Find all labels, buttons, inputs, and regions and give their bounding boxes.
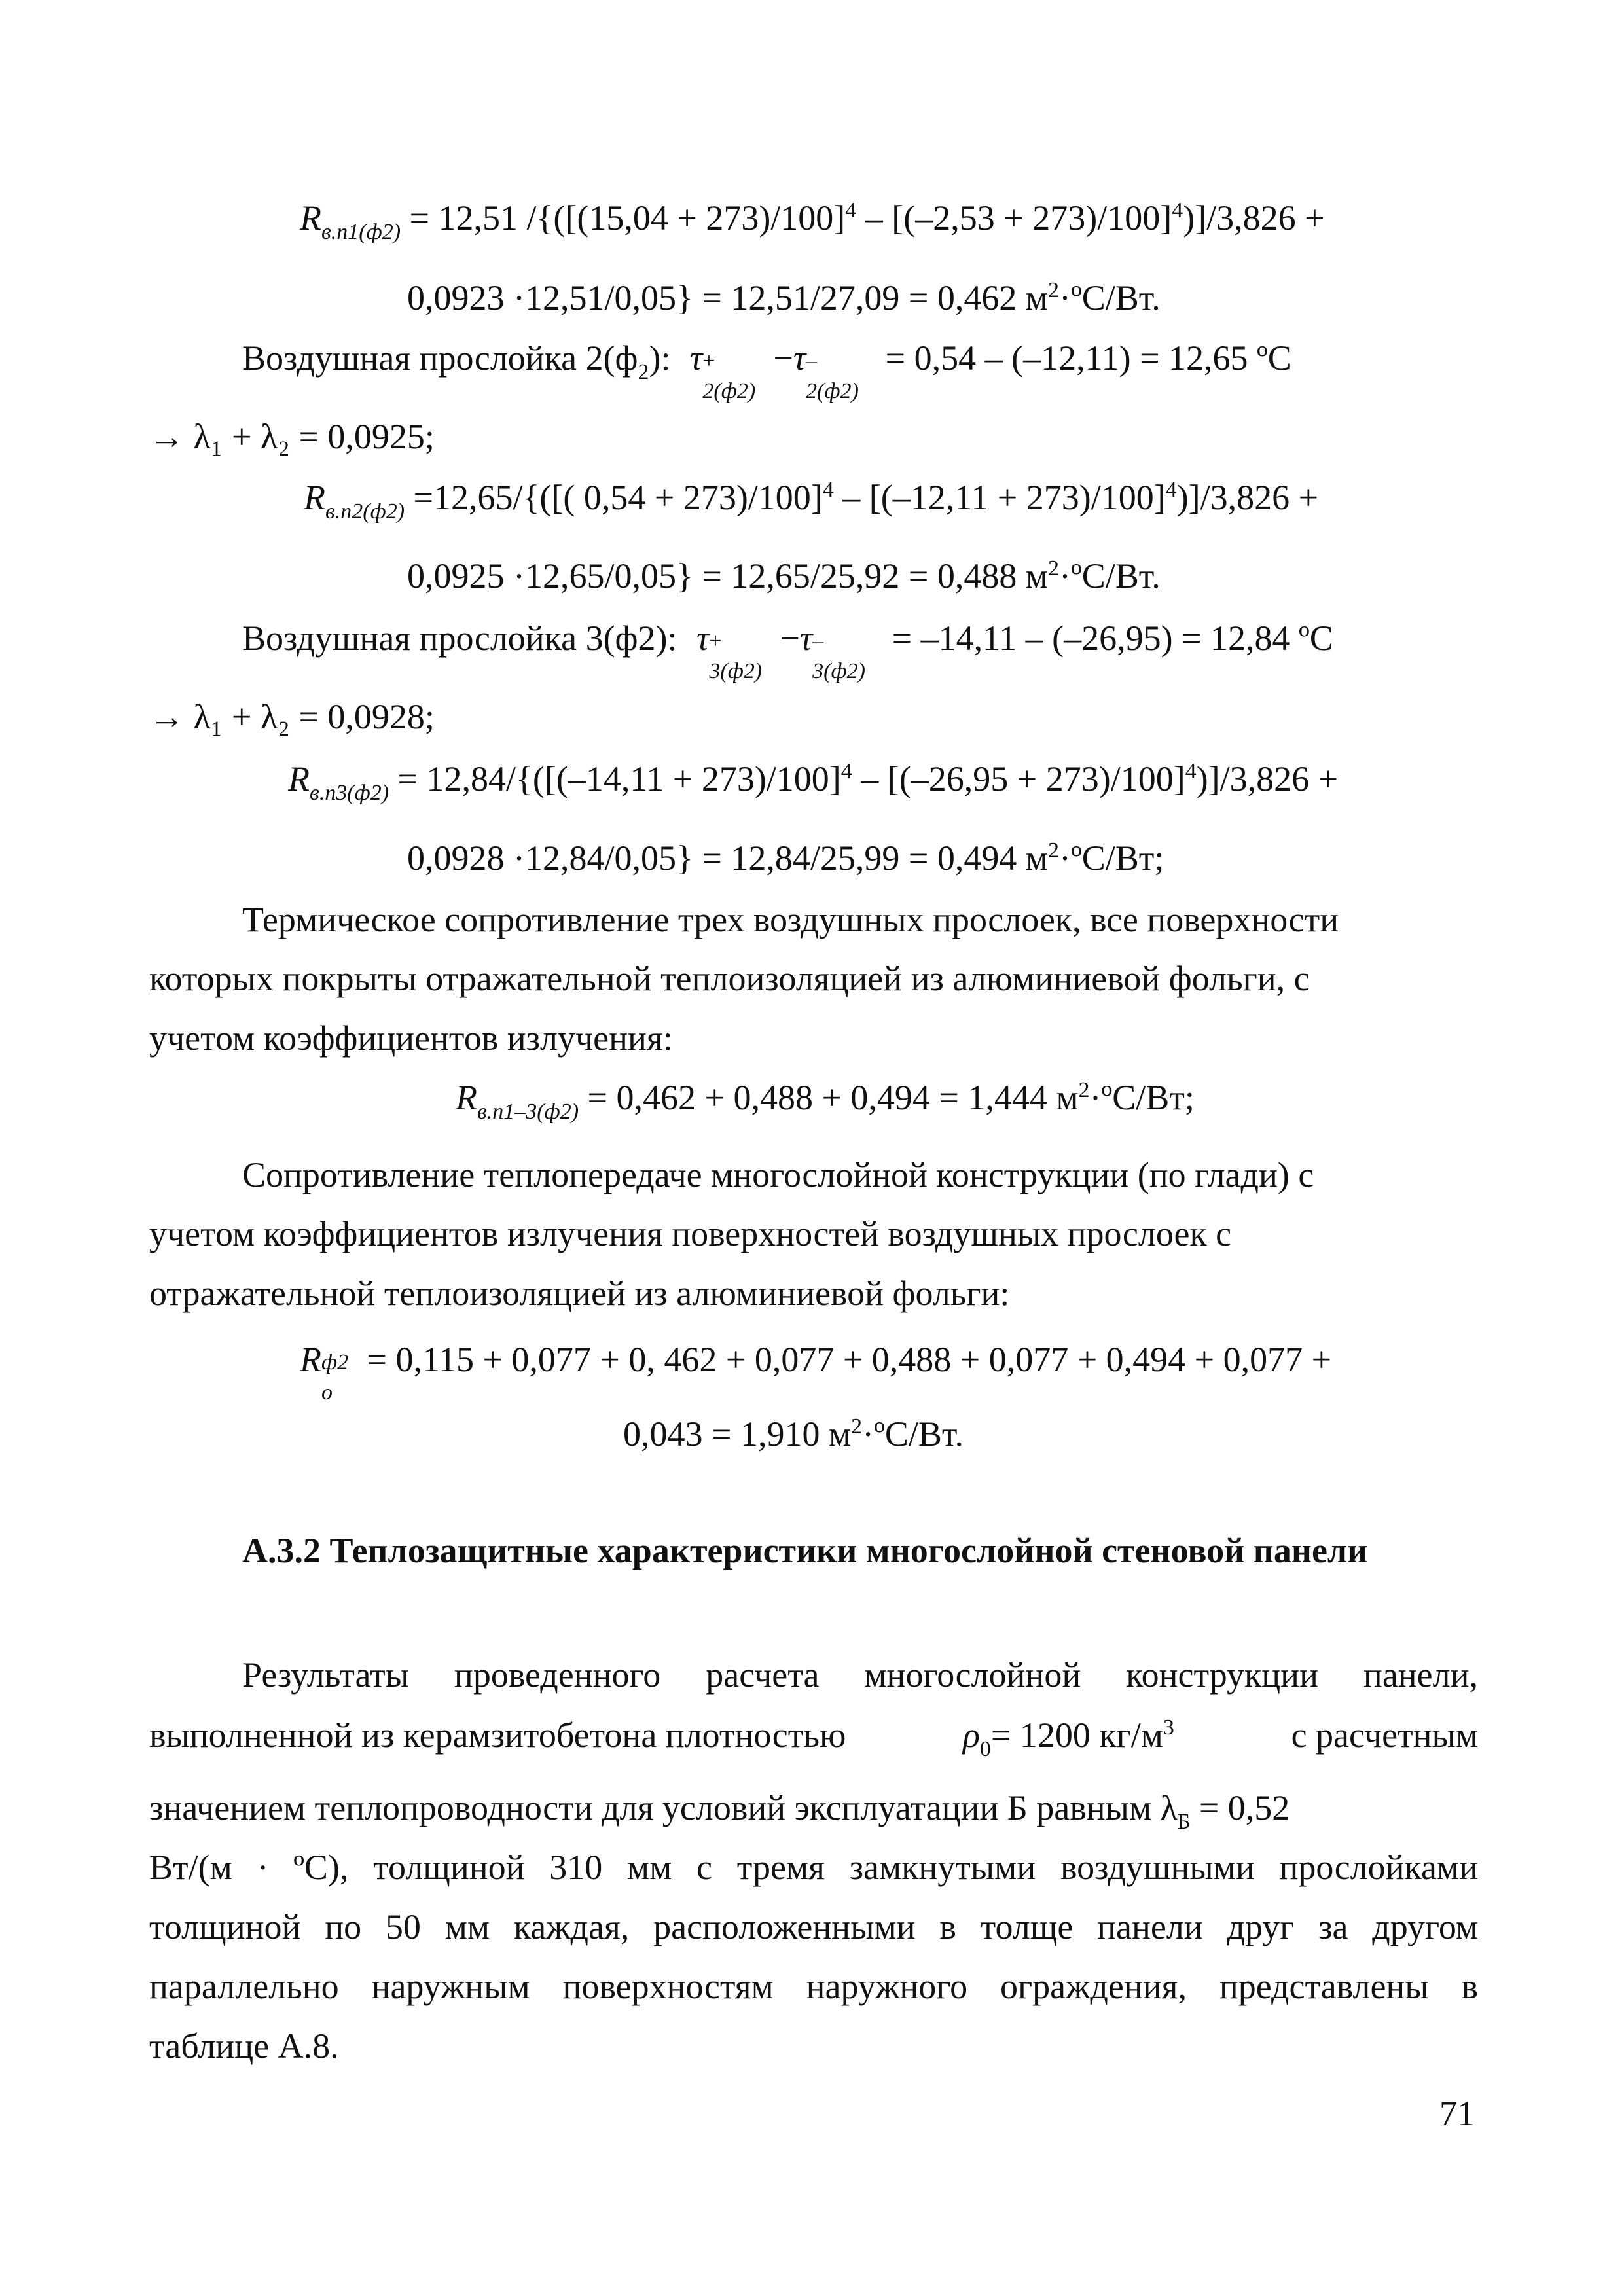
r-subscript: в.п1(ф2) xyxy=(321,220,401,244)
layer3-delta: Воздушная прослойка 3(ф2): τ + 3(ф2) −τ – 3(ф2) = –14,11 – (–26,95) = 12,84 ºС xyxy=(242,619,1333,683)
para3-line6: параллельно наружным поверхностям наружного ограждения, представлены в xyxy=(149,1967,1478,2006)
para3-line7: таблице А.8. xyxy=(149,2026,339,2066)
lambda-sum-3: → λ₁ + λ₂ = 0,0928; xyxy=(149,697,435,736)
r-symbol: R xyxy=(288,759,310,798)
para3-line5: толщиной по 50 мм каждая, расположенными в толще панели друг за другом xyxy=(149,1907,1478,1946)
layer2-delta: Воздушная прослойка $2(ф_2)$: τ + 2(ф2) −τ – 2(ф2) = 0,54 – (–12,11) = 12,65 ºС xyxy=(242,338,1291,403)
layer-delta-value: = –14,11 – (–26,95) = 12,84 ºС xyxy=(892,619,1333,658)
exponent: 2 xyxy=(1048,278,1059,302)
exponent: 4 xyxy=(822,478,834,502)
para2-line1: Сопротивление теплопередаче многослойной конструкции (по глади) с xyxy=(242,1155,1314,1194)
para2-line2: учетом коэффициентов излучения поверхностей воздушных прослоек с xyxy=(149,1214,1232,1253)
r-symbol: R xyxy=(300,198,321,238)
tau-sub: 3(ф2) xyxy=(709,659,763,683)
tau-sup: – xyxy=(806,349,818,373)
formula-ro xyxy=(300,1340,1332,1405)
tau-symbol: τ xyxy=(799,619,813,658)
formula-part: )]/3,826 + xyxy=(1176,478,1319,517)
unit: ·ºС/Вт; xyxy=(1089,1078,1195,1117)
exponent: 3 xyxy=(1163,1715,1174,1740)
formula-r-vp2 xyxy=(304,478,1319,524)
para2-line3: отражательной теплоизоляцией из алюминиевой фольги: xyxy=(149,1274,1010,1313)
formula-part: = 12,51 /{([(15,04 + 273)/100] xyxy=(409,198,846,238)
formula-result: 0,0923 ·12,51/0,05} = 12,51/27,09 = 0,462 м xyxy=(407,278,1048,317)
tau-sup: + xyxy=(709,629,722,653)
formula-r-vp2-result xyxy=(407,558,1161,594)
formula-part: – [(–2,53 + 273)/100] xyxy=(856,198,1172,238)
rho-sub: 0 xyxy=(979,1737,991,1761)
para3-text: с расчетным xyxy=(1291,1715,1478,1755)
formula-r-vp1-result xyxy=(407,280,1161,315)
layer-label: Воздушная прослойка 2(ф xyxy=(242,338,638,378)
exponent: 4 xyxy=(1172,198,1183,223)
tau-symbol: τ xyxy=(690,338,703,378)
lambda-sub: Б xyxy=(1177,1810,1191,1834)
tau-symbol: τ xyxy=(696,619,710,658)
formula-r-vp1 xyxy=(300,198,1325,244)
exponent: 4 xyxy=(1185,759,1197,783)
para3-line1: Результаты проведенного расчета многослойной конструкции панели, xyxy=(242,1655,1478,1695)
para3-line3 xyxy=(149,1788,1478,1834)
page-number: 71 xyxy=(1439,2094,1475,2133)
formula-part: =12,65/{([( 0,54 + 273)/100] xyxy=(413,478,823,517)
exponent: 4 xyxy=(1165,478,1177,502)
para3-text: = 0,52 xyxy=(1190,1788,1290,1827)
layer-label-end: ): xyxy=(649,338,671,378)
para3-text: значением теплопроводности для условий эксплуатации Б равным λ xyxy=(149,1788,1178,1827)
tau-sub: 3(ф2) xyxy=(812,659,865,683)
para3-text-group xyxy=(149,1788,1290,1834)
para1-line3: учетом коэффициентов излучения: xyxy=(149,1018,673,1058)
formula-part: = 0,462 + 0,488 + 0,494 = 1,444 м xyxy=(587,1078,1079,1117)
layer-delta-value: = 0,54 – (–12,11) = 12,65 ºС xyxy=(885,338,1291,378)
formula-part: = 12,84/{([(–14,11 + 273)/100] xyxy=(397,759,841,798)
unit: ·ºС/Вт; xyxy=(1059,838,1164,878)
formula-ro-result xyxy=(623,1416,964,1452)
tau-sup: + xyxy=(702,349,715,373)
para1-line2: которых покрыты отражательной теплоизоляцией из алюминиевой фольги, с xyxy=(149,959,1310,998)
unit: ·ºС/Вт. xyxy=(1059,556,1161,596)
tau-sub: 2(ф2) xyxy=(702,379,756,403)
exponent: 2 xyxy=(1048,556,1059,581)
tau-sub: 2(ф2) xyxy=(806,379,859,403)
lambda-sum-2: → λ₁ + λ₂ = 0,0925; xyxy=(149,417,435,456)
layer-label: Воздушная прослойка 3(ф2): xyxy=(242,619,677,658)
formula-part: – [(–26,95 + 273)/100] xyxy=(852,759,1185,798)
para3-line4: Вт/(м · ºС), толщиной 310 мм с тремя замкнутыми воздушными прослойками xyxy=(149,1848,1478,1887)
para3-text: = 1200 кг/м xyxy=(990,1715,1163,1755)
r-subscript: в.п3(ф2) xyxy=(310,781,389,805)
para3-text: выполненной из керамзитобетона плотностью xyxy=(149,1715,846,1755)
exponent: 2 xyxy=(851,1414,863,1439)
formula-sum xyxy=(456,1078,1195,1124)
rho-group xyxy=(962,1715,1174,1761)
exponent: 2 xyxy=(1048,838,1059,863)
layer-label-sub: 2 xyxy=(638,360,649,384)
r-symbol: R xyxy=(456,1078,477,1117)
exponent: 4 xyxy=(840,759,852,783)
exponent: 2 xyxy=(1078,1078,1090,1102)
ro-sub: о xyxy=(321,1380,333,1405)
section-heading: А.3.2 Теплозащитные характеристики многослойной стеновой панели xyxy=(242,1531,1368,1570)
formula-part: – [(–12,11 + 273)/100] xyxy=(833,478,1166,517)
ro-sup: ф2 xyxy=(321,1350,349,1374)
tau-sup: – xyxy=(812,629,824,653)
formula-result: 0,0925 ·12,65/0,05} = 12,65/25,92 = 0,488 м xyxy=(407,556,1048,596)
tau-symbol: τ xyxy=(793,338,806,378)
r-symbol: R xyxy=(300,1340,321,1379)
unit: ·ºС/Вт. xyxy=(1059,278,1161,317)
r-symbol: R xyxy=(304,478,325,517)
para1-line1: Термическое сопротивление трех воздушных прослоек, все поверхности xyxy=(242,900,1339,939)
rho-symbol: ρ xyxy=(962,1715,980,1755)
formula-r-vp3 xyxy=(288,759,1339,805)
formula-part: )]/3,826 + xyxy=(1183,198,1325,238)
para3-line2 xyxy=(149,1715,1478,1761)
formula-result: 0,043 = 1,910 м xyxy=(623,1414,852,1454)
unit: ·ºС/Вт. xyxy=(862,1414,964,1454)
formula-part: = 0,115 + 0,077 + 0, 462 + 0,077 + 0,488 + 0,077 + 0,494 + 0,077 + xyxy=(367,1340,1332,1379)
formula-part: )]/3,826 + xyxy=(1196,759,1339,798)
formula-r-vp3-result xyxy=(407,840,1164,876)
formula-result: 0,0928 ·12,84/0,05} = 12,84/25,99 = 0,494 м xyxy=(407,838,1048,878)
r-subscript: в.п2(ф2) xyxy=(325,499,405,524)
r-subscript: в.п1–3(ф2) xyxy=(477,1100,579,1124)
exponent: 4 xyxy=(845,198,857,223)
